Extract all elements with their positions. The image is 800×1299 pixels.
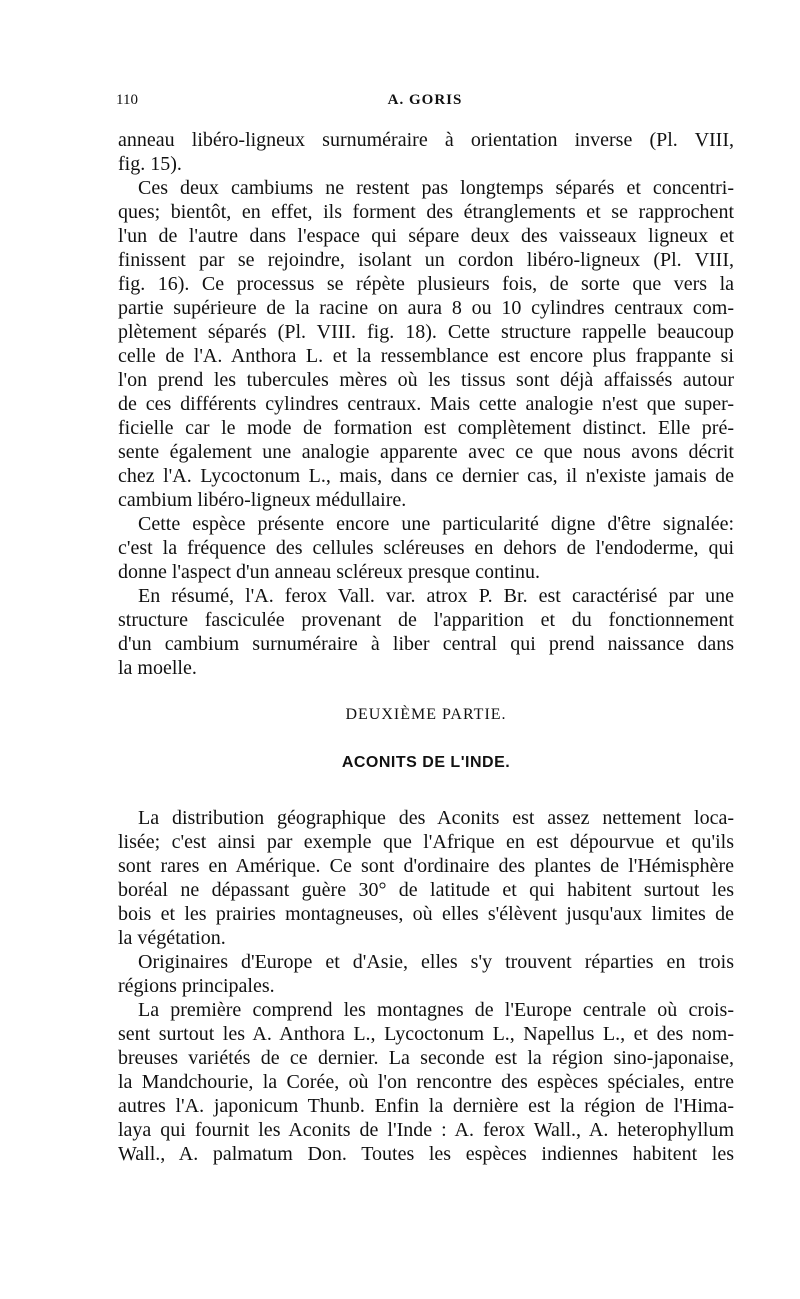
text-line: de ces différents cylindres centraux. Mais cette analogie n'est que super-	[118, 393, 734, 415]
text-line: sente également une analogie apparente avec ce que nous avons décrit	[118, 441, 734, 463]
text-line: fig. 15).	[118, 153, 182, 175]
text-line: anneau libéro-ligneux surnuméraire à orientation inverse (Pl. VIII,	[118, 129, 734, 151]
text-line: la moelle.	[118, 657, 197, 679]
text-line: donne l'aspect d'un anneau scléreux presque continu.	[118, 561, 541, 583]
text-line: sent surtout les A. Anthora L., Lycoctonum L., Napellus L., et des nom-	[118, 1023, 734, 1045]
text-line: celle de l'A. Anthora L. et la ressemblance est encore plus frappante si	[118, 345, 734, 367]
text-line: chez l'A. Lycoctonum L., mais, dans ce dernier cas, il n'existe jamais de	[118, 465, 734, 487]
running-title: A. GORIS	[387, 92, 463, 108]
text-line: bois et les prairies montagneuses, où elles s'élèvent jusqu'aux limites de	[118, 903, 734, 925]
page-header	[116, 92, 734, 118]
text-line: boréal ne dépassant guère 30° de latitude et qui habitent surtout les	[118, 879, 734, 901]
text-line: finissent par se rejoindre, isolant un cordon libéro-ligneux (Pl. VIII,	[118, 249, 734, 271]
text-line: ficielle car le mode de formation est complètement distinct. Elle pré-	[118, 417, 734, 439]
text-line: fig. 16). Ce processus se répète plusieurs fois, de sorte que vers la	[118, 273, 734, 295]
text-line: plètement séparés (Pl. VIII. fig. 18). Cette structure rappelle beaucoup	[118, 321, 734, 343]
text-line: structure fasciculée provenant de l'apparition et du fonctionnement	[118, 609, 734, 631]
text-line: la Mandchourie, la Corée, où l'on rencontre des espèces spéciales, entre	[118, 1071, 734, 1093]
text-line: ques; bientôt, en effet, ils forment des étranglements et se rapprochent	[118, 201, 734, 223]
text-line: l'on prend les tubercules mères où les tissus sont déjà affaissés autour	[118, 369, 734, 391]
section-title: ACONITS DE L'INDE.	[341, 754, 511, 771]
text-line: l'un de l'autre dans l'espace qui sépare deux des vaisseaux ligneux et	[118, 225, 734, 247]
text-line: régions principales.	[118, 975, 275, 997]
text-line: lisée; c'est ainsi par exemple que l'Afrique en est dépourvue et qu'ils	[118, 831, 734, 853]
text-line: La première comprend les montagnes de l'Europe centrale où crois-	[138, 999, 734, 1021]
part-title: DEUXIÈME PARTIE.	[345, 706, 507, 723]
text-line: Originaires d'Europe et d'Asie, elles s'y trouvent réparties en trois	[138, 951, 734, 973]
text-line: c'est la fréquence des cellules scléreuses en dehors de l'endoderme, qui	[118, 537, 734, 559]
text-line: Wall., A. palmatum Don. Toutes les espèces indiennes habitent les	[118, 1143, 734, 1165]
text-line: cambium libéro-ligneux médullaire.	[118, 489, 407, 511]
text-line: Cette espèce présente encore une particularité digne d'être signalée:	[138, 513, 734, 535]
text-line: breuses variétés de ce dernier. La seconde est la région sino-japonaise,	[118, 1047, 734, 1069]
text-line: partie supérieure de la racine on aura 8 ou 10 cylindres centraux com-	[118, 297, 734, 319]
text-line: En résumé, l'A. ferox Vall. var. atrox P. Br. est caractérisé par une	[138, 585, 734, 607]
text-line: laya qui fournit les Aconits de l'Inde : A. ferox Wall., A. heterophyllum	[118, 1119, 734, 1141]
text-line: sont rares en Amérique. Ce sont d'ordinaire des plantes de l'Hémisphère	[118, 855, 734, 877]
text-line: d'un cambium surnuméraire à liber central qui prend naissance dans	[118, 633, 734, 655]
text-line: La distribution géographique des Aconits est assez nettement loca-	[138, 807, 734, 829]
text-line: autres l'A. japonicum Thunb. Enfin la dernière est la région de l'Hima-	[118, 1095, 734, 1117]
page-number: 110	[116, 92, 138, 108]
text-line: la végétation.	[118, 927, 226, 949]
text-line: Ces deux cambiums ne restent pas longtemps séparés et concentri-	[138, 177, 734, 199]
